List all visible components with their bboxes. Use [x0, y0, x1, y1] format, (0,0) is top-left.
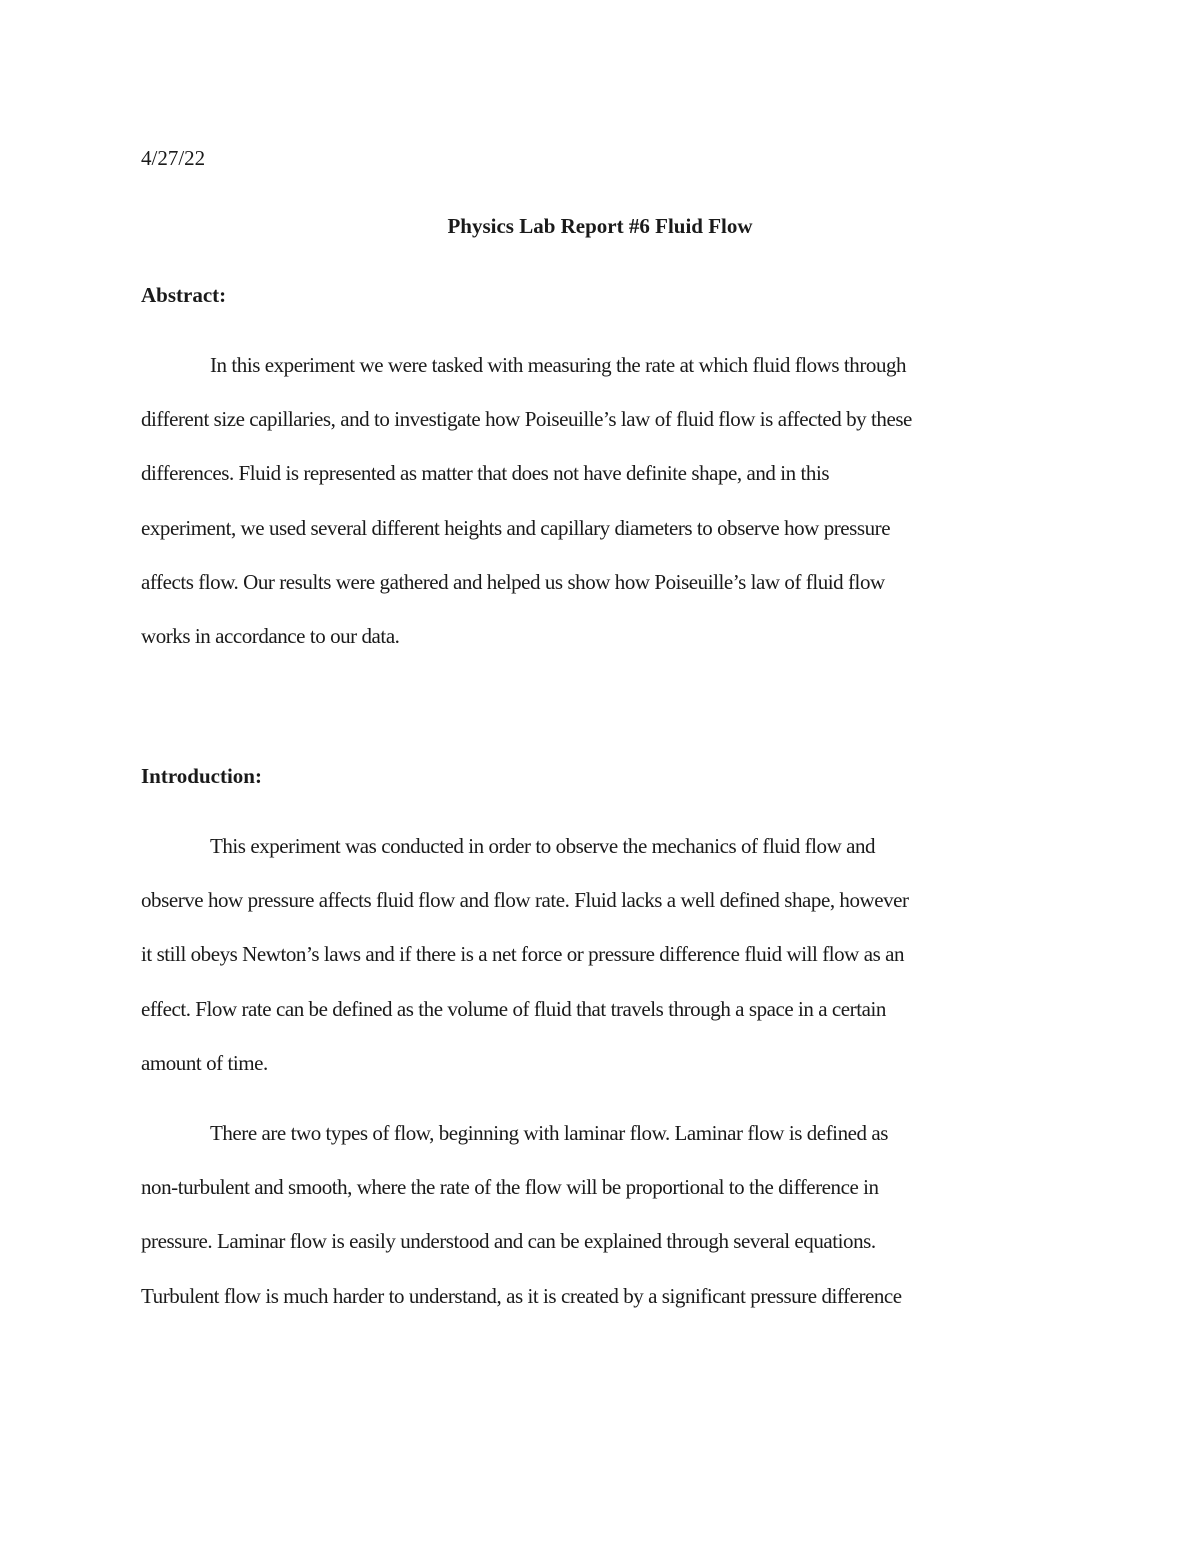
- text-line: it still obeys Newton’s laws and if there is a net force or pressure difference fluid will flow as an: [141, 942, 905, 967]
- introduction-paragraph-1: [141, 832, 1061, 1103]
- text-line: Turbulent flow is much harder to understand, as it is created by a significant pressure difference: [141, 1283, 902, 1308]
- text-line: observe how pressure affects fluid flow and flow rate. Fluid lacks a well defined shape, however: [141, 888, 909, 913]
- text-line: effect. Flow rate can be defined as the volume of fluid that travels through a space in a certain: [141, 996, 886, 1021]
- text-line: non-turbulent and smooth, where the rate of the flow will be proportional to the difference in: [141, 1175, 879, 1200]
- text-line: different size capillaries, and to investigate how Poiseuille’s law of fluid flow is affected by these: [141, 407, 912, 432]
- text-line: affects flow. Our results were gathered and helped us show how Poiseuille’s law of fluid flow: [141, 569, 885, 594]
- text-line: amount of time.: [141, 1050, 268, 1075]
- abstract-heading: Abstract:: [141, 283, 227, 307]
- document-title: Physics Lab Report #6 Fluid Flow: [447, 214, 753, 238]
- text-line: works in accordance to our data.: [141, 623, 400, 648]
- text-line: There are two types of flow, beginning with laminar flow. Laminar flow is defined as: [210, 1121, 888, 1145]
- text-line: This experiment was conducted in order to observe the mechanics of fluid flow and: [210, 834, 876, 858]
- text-line: pressure. Laminar flow is easily understood and can be explained through several equations.: [141, 1229, 876, 1254]
- document-date: 4/27/22: [141, 146, 206, 170]
- text-line: In this experiment we were tasked with measuring the rate at which fluid flows through: [210, 353, 907, 377]
- abstract-paragraph: [141, 351, 1061, 676]
- introduction-heading: Introduction:: [141, 764, 262, 788]
- introduction-paragraph-2: [141, 1119, 1061, 1336]
- text-line: experiment, we used several different heights and capillary diameters to observe how pressure: [141, 515, 891, 540]
- text-line: differences. Fluid is represented as matter that does not have definite shape, and in this: [141, 461, 830, 486]
